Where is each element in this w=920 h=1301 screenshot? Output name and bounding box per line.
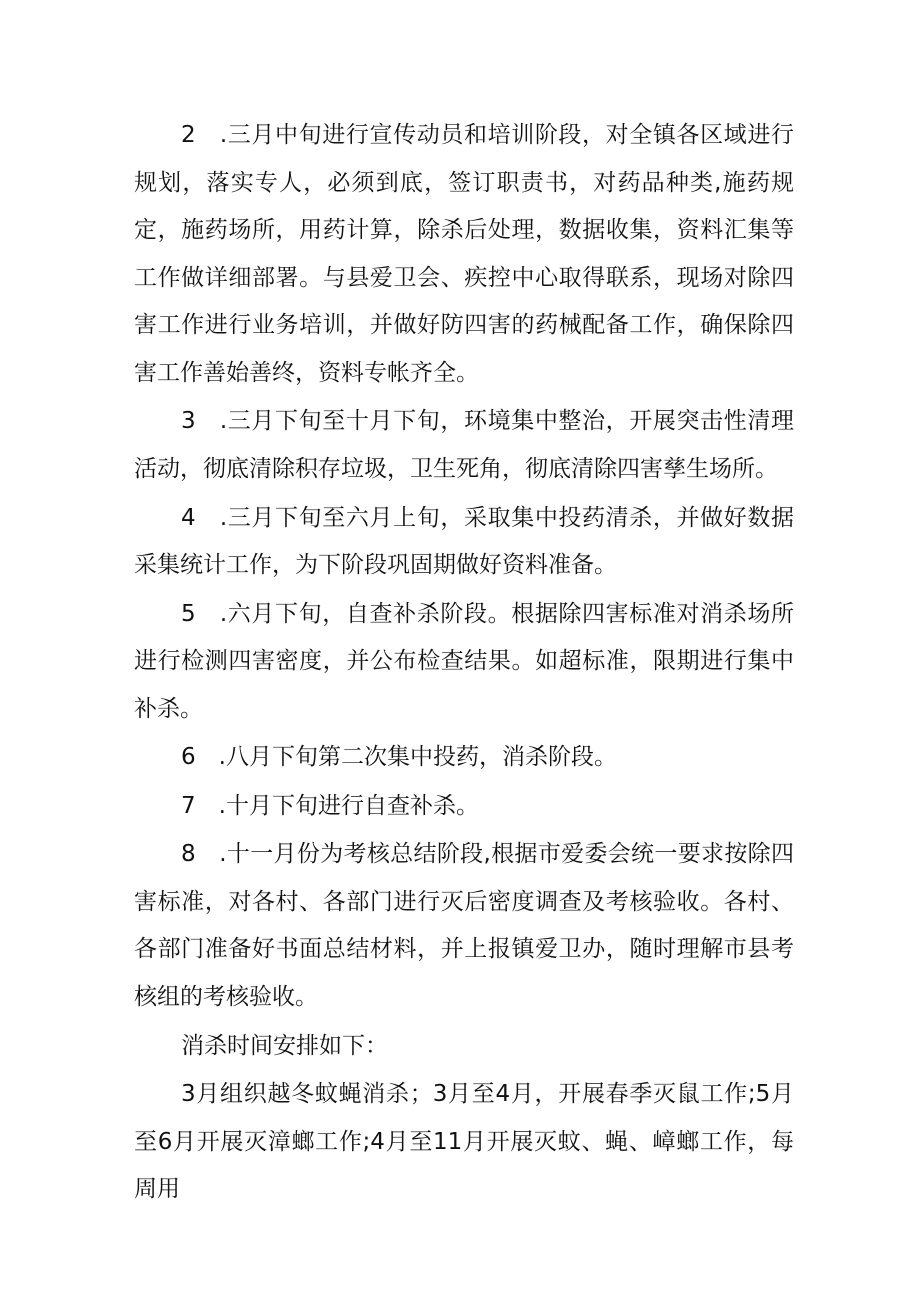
schedule-paragraph: 3月组织越冬蚊蝇消杀；3月至4月，开展春季灭鼠工作;5月至6月开展灭漳螂工作;4月至11月开展灭蚊、蝇、嶂螂工作，每周用 <box>134 1081 794 1203</box>
paragraph-item-5: 5 .六月下旬，自查补杀阶段。根据除四害标准对消杀场所进行检测四害密度，并公布检查结果。如超标准，限期进行集中补杀。 <box>134 600 794 722</box>
document-body <box>134 112 794 1215</box>
paragraph-item-7: 7 .十月下旬进行自查补杀。 <box>181 792 479 819</box>
paragraph-item-3: 3 .三月下旬至十月下旬，环境集中整治，开展突击性清理活动，彻底清除积存垃圾，卫生死角，彻底清除四害孳生场所。 <box>134 408 794 483</box>
paragraph-item-4: 4 .三月下旬至六月上旬，采取集中投药清杀，并做好数据采集统计工作，为下阶段巩固期做好资料准备。 <box>134 504 794 579</box>
schedule-heading: 消杀时间安排如下： <box>181 1032 388 1059</box>
paragraph-item-6: 6 .八月下旬第二次集中投药，消杀阶段。 <box>181 744 617 771</box>
paragraph-item-2: 2 .三月中旬进行宣传动员和培训阶段，对全镇各区域进行规划，落实专人，必须到底，签订职责书，对药品种类,施药规定，施药场所，用药计算，除杀后处理，数据收集，资料汇集等工作做详细部署。与县爱卫会、疾控中心取得联系，现场对除四害工作进行业务培训，并做好防四害的药械配备工作，确保除四害工作善始善终，资料专帐齐全。 <box>134 122 794 386</box>
paragraph-item-8: 8 .十一月份为考核总结阶段,根据市爱委会统一要求按除四害标准，对各村、各部门进行灭后密度调查及考核验收。各村、各部门准备好书面总结材料，并上报镇爱卫办，随时理解市县考核组的考核验收。 <box>134 841 794 1011</box>
